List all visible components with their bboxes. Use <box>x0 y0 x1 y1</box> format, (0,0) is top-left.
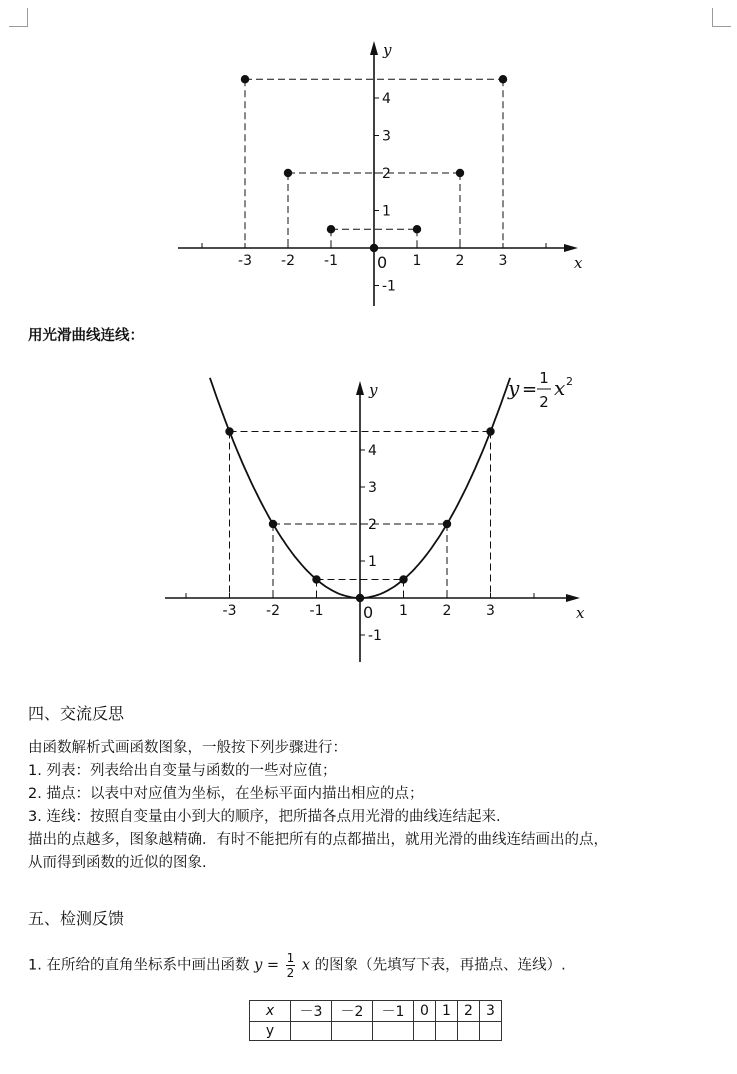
table-cell-x: －1 <box>373 1001 414 1022</box>
table-row-y <box>250 1022 502 1041</box>
y-tick-label: 2 <box>368 517 377 533</box>
fraction <box>286 951 296 980</box>
data-point <box>486 427 494 435</box>
curve-label-denominator: 2 <box>539 393 549 411</box>
data-point <box>443 520 451 528</box>
x-axis-label: x <box>576 604 585 622</box>
curve-label-numerator: 1 <box>539 369 549 387</box>
table-row-x <box>250 1001 502 1022</box>
x-tick-label: -3 <box>238 253 252 269</box>
table-cell-y-empty[interactable] <box>332 1022 373 1041</box>
curve-label-equals: = <box>522 379 538 400</box>
table-cell-x: －3 <box>291 1001 332 1022</box>
x-tick-label: 3 <box>498 253 508 269</box>
y-tick-label: 3 <box>368 480 377 496</box>
step-connect-line: 3. 连线：按照自变量由小到大的顺序，把所描各点用光滑的曲线连结起来. <box>28 809 501 825</box>
parabola-figure <box>0 355 737 670</box>
problem-1 <box>28 951 566 980</box>
data-point <box>399 575 407 583</box>
function-lhs: y = <box>254 957 280 974</box>
scatter-plot <box>0 0 737 310</box>
y-axis-arrow <box>370 41 378 55</box>
scatter-figure <box>0 0 737 310</box>
y-tick-label: 4 <box>382 91 391 107</box>
table-cell-y-empty[interactable] <box>291 1022 332 1041</box>
table-header-y: y <box>250 1022 291 1041</box>
value-table <box>249 1000 502 1041</box>
x-tick-label: 2 <box>455 253 465 269</box>
table-cell-y-empty[interactable] <box>458 1022 480 1041</box>
section-4-title: 四、交流反思 <box>28 704 125 723</box>
data-point <box>327 225 335 233</box>
origin-label: 0 <box>363 603 374 622</box>
table-cell-y-empty[interactable] <box>373 1022 414 1041</box>
problem-suffix: 的图象（先填写下表，再描点、连线）. <box>314 957 566 974</box>
x-axis-arrow <box>566 594 580 602</box>
y-tick-label: -1 <box>368 628 382 644</box>
x-tick-label: 1 <box>412 253 422 269</box>
table-header-x: x <box>250 1001 291 1022</box>
table-cell-y-empty[interactable] <box>414 1022 436 1041</box>
x-tick-label: -2 <box>281 253 295 269</box>
data-point <box>413 225 421 233</box>
connect-caption: 用光滑曲线连线： <box>28 328 144 344</box>
y-tick-label: 3 <box>382 128 391 145</box>
x-tick-label: -2 <box>266 603 280 619</box>
curve-label-exponent: 2 <box>566 375 573 388</box>
y-axis-label: y <box>369 381 378 399</box>
x-tick-label: 3 <box>486 603 495 619</box>
table-cell-x: 2 <box>458 1001 480 1022</box>
parabola-plot <box>0 355 737 670</box>
data-point <box>370 244 378 252</box>
table-cell-x: 1 <box>436 1001 458 1022</box>
step-plot-line: 2. 描点：以表中对应值为坐标，在坐标平面内描出相应的点； <box>28 786 424 802</box>
function-var: x <box>301 957 311 974</box>
data-point <box>225 427 233 435</box>
body-text-line: 由函数解析式画函数图象，一般按下列步骤进行： <box>28 740 347 756</box>
y-tick-label: 2 <box>382 166 391 182</box>
y-tick-label: -1 <box>382 278 396 295</box>
body-text-line: 描出的点越多，图象越精确．有时不能把所有的点都描出，就用光滑的曲线连结画出的点， <box>28 832 608 848</box>
y-tick-label: 4 <box>368 443 377 459</box>
data-point <box>312 575 320 583</box>
y-tick-label: 1 <box>382 203 391 220</box>
table-cell-x: 3 <box>480 1001 502 1022</box>
data-point <box>356 594 364 602</box>
curve-label-var: x <box>554 376 566 400</box>
data-point <box>284 169 292 177</box>
data-point <box>499 75 507 83</box>
problem-prefix: 1. 在所给的直角坐标系中画出函数 <box>28 957 250 974</box>
x-tick-label: 2 <box>442 603 452 619</box>
x-tick-label: -1 <box>324 253 338 269</box>
y-axis-label: y <box>383 41 392 59</box>
section-5-title: 五、检测反馈 <box>28 909 125 928</box>
origin-label: 0 <box>377 253 388 272</box>
fraction-denominator: 2 <box>286 966 295 980</box>
x-tick-label: 1 <box>399 603 408 619</box>
fraction-numerator: 1 <box>286 951 295 965</box>
data-point <box>241 75 249 83</box>
x-tick-label: -1 <box>309 603 324 619</box>
curve-label-lhs: y <box>508 376 520 400</box>
y-axis-arrow <box>356 381 364 395</box>
table-cell-x: 0 <box>414 1001 436 1022</box>
table-cell-x: －2 <box>332 1001 373 1022</box>
table-cell-y-empty[interactable] <box>480 1022 502 1041</box>
data-point <box>269 520 277 528</box>
data-point <box>456 169 464 177</box>
x-tick-label: -3 <box>222 603 237 619</box>
body-text-line: 从而得到函数的近似的图象. <box>28 855 207 871</box>
step-list-line: 1. 列表：列表给出自变量与函数的一些对应值； <box>28 763 337 779</box>
x-axis-label: x <box>574 254 583 272</box>
y-tick-label: 1 <box>368 554 377 570</box>
table-cell-y-empty[interactable] <box>436 1022 458 1041</box>
x-axis-arrow <box>564 244 578 252</box>
